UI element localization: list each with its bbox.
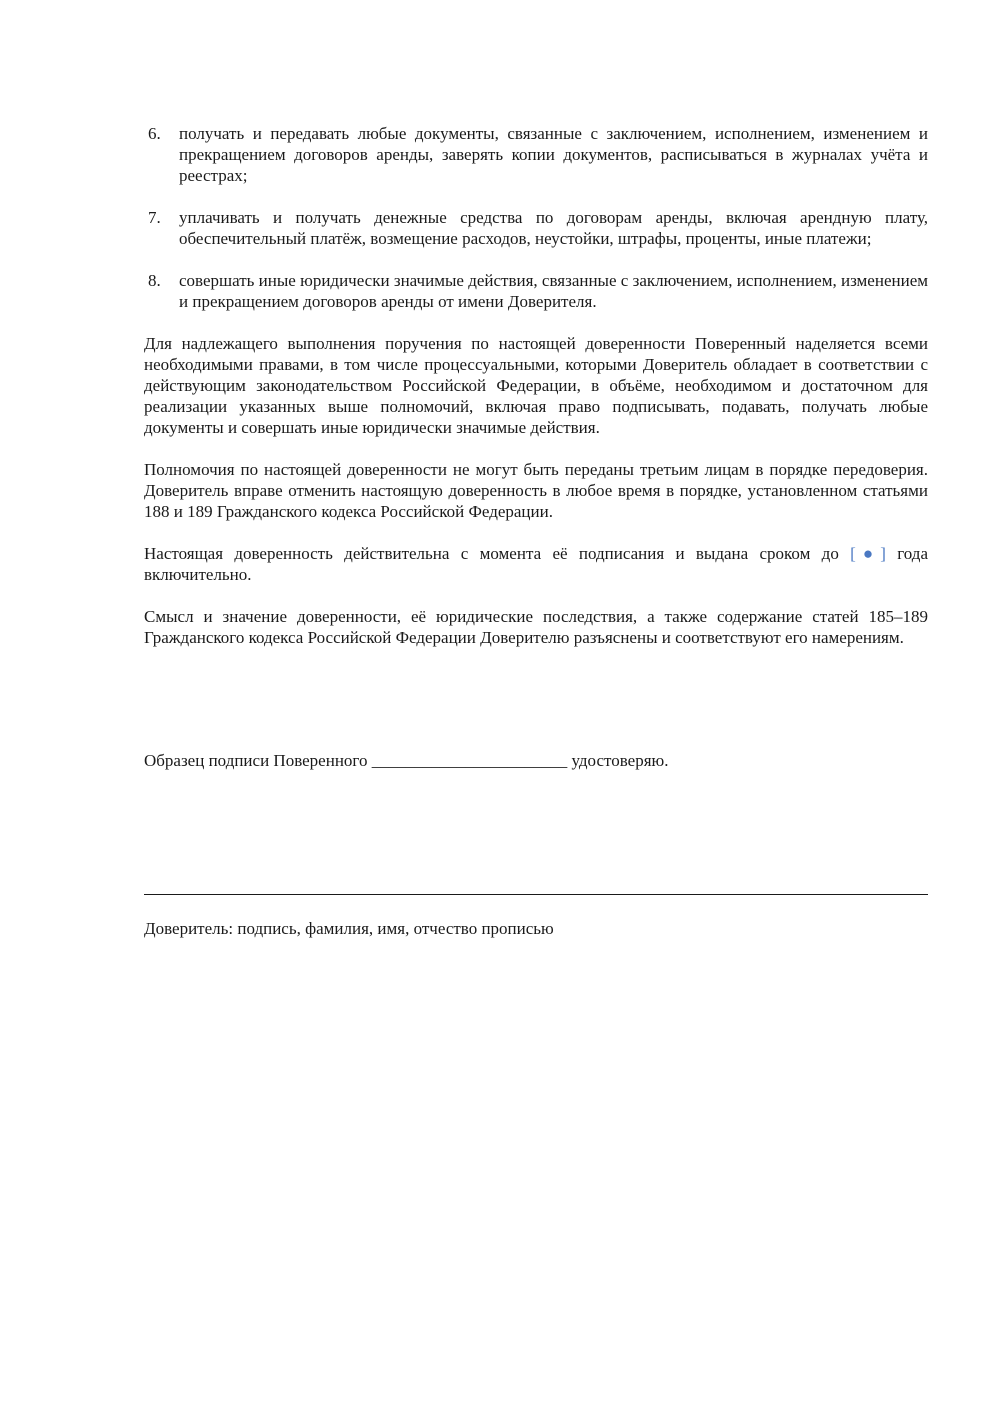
list-number: 8. [148, 271, 161, 290]
list-number: 6. [148, 124, 161, 143]
paragraph-explanation: Смысл и значение доверенности, её юридические последствия, а также содержание статей 185–189 Гражданского кодекса Российской Федерации Доверителю разъяснены и соответствуют его намерениям. [144, 607, 928, 647]
paragraph-no-redelegation: Полномочия по настоящей доверенности не могут быть переданы третьим лицам в порядке передоверия. Доверитель вправе отменить настоящую доверенность в любое время в порядке, установленном статьями 188 и 189 Гражданского кодекса Российской Федерации. [144, 460, 928, 521]
document-body [144, 123, 928, 669]
attorney-signature-sample: Образец подписи Поверенного _______________________ удостоверяю. [144, 751, 669, 770]
list-text: уплачивать и получать денежные средства по договорам аренды, включая арендную плату, обеспечительный платёж, возмещение расходов, неустойки, штрафы, проценты, иные платежи; [179, 208, 928, 248]
list-text: получать и передавать любые документы, связанные с заключением, исполнением, изменением и прекращением договоров аренды, заверять копии документов, расписываться в журналах учёта и реестрах; [179, 124, 928, 185]
principal-signature-caption: Доверитель: подпись, фамилия, имя, отчество прописью [144, 919, 554, 938]
list-item [144, 270, 928, 312]
validity-text-end: года включительно. [144, 544, 928, 584]
signature-line [144, 894, 928, 895]
paragraph-powers: Для надлежащего выполнения поручения по настоящей доверенности Поверенный наделяется всеми необходимыми правами, в том числе процессуальными, которыми Доверитель обладает в соответствии с действующим законодательством Российской Федерации, в объёме, необходимом и достаточном для реализации указанных выше полномочий, включая право подписывать, подавать, получать любые документы и совершать иные юридически значимые действия. [144, 334, 928, 437]
list-number: 7. [148, 208, 161, 227]
list-text: совершать иные юридически значимые действия, связанные с заключением, исполнением, изменением и прекращением договоров аренды от имени Доверителя. [179, 271, 928, 311]
paragraph-validity [144, 543, 928, 585]
list-item [144, 207, 928, 249]
validity-text-start: Настоящая доверенность действительна с момента её подписания и выдана сроком до [144, 544, 851, 563]
list-item [144, 123, 928, 186]
date-placeholder: [●] [850, 544, 886, 563]
